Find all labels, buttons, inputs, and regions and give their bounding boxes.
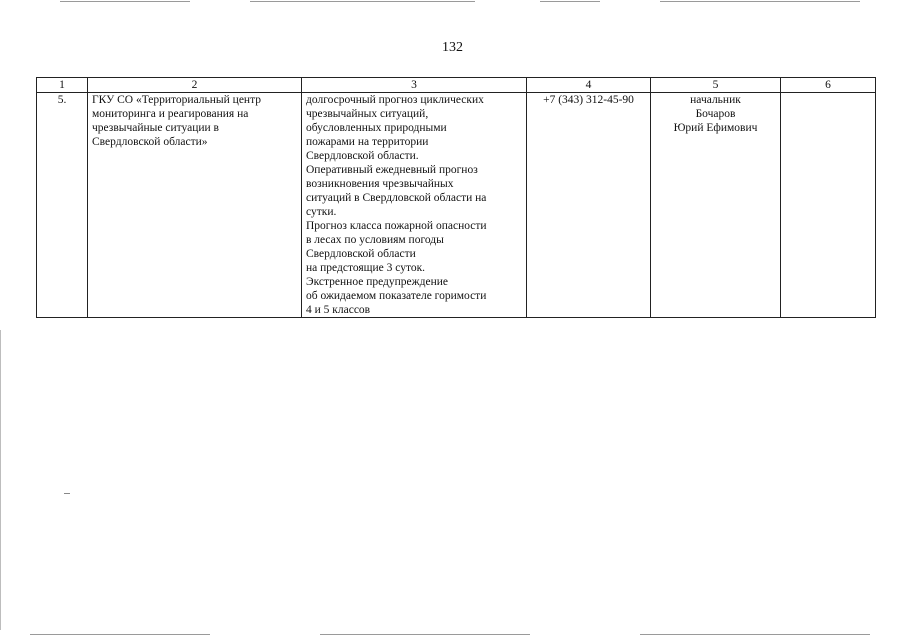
page-number: 132: [442, 40, 463, 55]
top-scan-line-mid2: [540, 1, 600, 2]
header-col-4: 4: [527, 78, 651, 93]
top-scan-line-mid: [250, 1, 475, 2]
description-line: Экстренное предупреждение: [306, 276, 448, 288]
bottom-scan-line-left: [30, 634, 210, 635]
description-cell: [302, 93, 527, 318]
header-col-2: 2: [88, 78, 302, 93]
scan-left-edge: [0, 330, 1, 630]
top-scan-line-right: [660, 1, 860, 2]
organization-line: чрезвычайные ситуации в: [92, 122, 219, 134]
top-scan-line-left: [60, 1, 190, 2]
phone-cell: +7 (343) 312-45-90: [527, 93, 651, 318]
bottom-scan-line-mid: [320, 634, 530, 635]
description-line: 4 и 5 классов: [306, 304, 371, 316]
empty-cell-col-6: [781, 93, 876, 318]
contact-cell: [651, 93, 781, 318]
contact-given-names: Юрий Ефимович: [673, 122, 758, 134]
organization-line: ГКУ СО «Территориальный центр: [92, 94, 262, 106]
description-line: Свердловской области.: [306, 150, 419, 162]
organization-line: Свердловской области»: [92, 136, 208, 148]
header-col-1: 1: [37, 78, 88, 93]
description-line: Прогноз класса пожарной опасности: [306, 220, 487, 232]
header-col-3: 3: [302, 78, 527, 93]
bottom-scan-line-right: [640, 634, 870, 635]
description-line: сутки.: [306, 206, 337, 218]
contact-position: начальник: [690, 94, 741, 106]
document-table: [36, 77, 876, 318]
description-line: возникновения чрезвычайных: [306, 178, 454, 190]
organization-cell: [88, 93, 302, 318]
row-number: 5.: [37, 93, 88, 318]
header-col-5: 5: [651, 78, 781, 93]
description-line: пожарами на территории: [306, 136, 429, 148]
description-line: чрезвычайных ситуаций,: [306, 108, 429, 120]
scan-speck: [64, 493, 70, 494]
description-line: в лесах по условиям погоды: [306, 234, 444, 246]
description-line: Оперативный ежедневный прогноз: [306, 164, 478, 176]
table-row: [37, 93, 876, 318]
header-col-6: 6: [781, 78, 876, 93]
description-line: об ожидаемом показателе горимости: [306, 290, 487, 302]
description-line: долгосрочный прогноз циклических: [306, 94, 484, 106]
organization-line: мониторинга и реагирования на: [92, 108, 249, 120]
description-line: на предстоящие 3 суток.: [306, 262, 426, 274]
description-line: обусловленных природными: [306, 122, 447, 134]
description-line: ситуаций в Свердловской области на: [306, 192, 487, 204]
contact-surname: Бочаров: [695, 108, 736, 120]
header-row: [37, 78, 876, 93]
description-line: Свердловской области: [306, 248, 416, 260]
